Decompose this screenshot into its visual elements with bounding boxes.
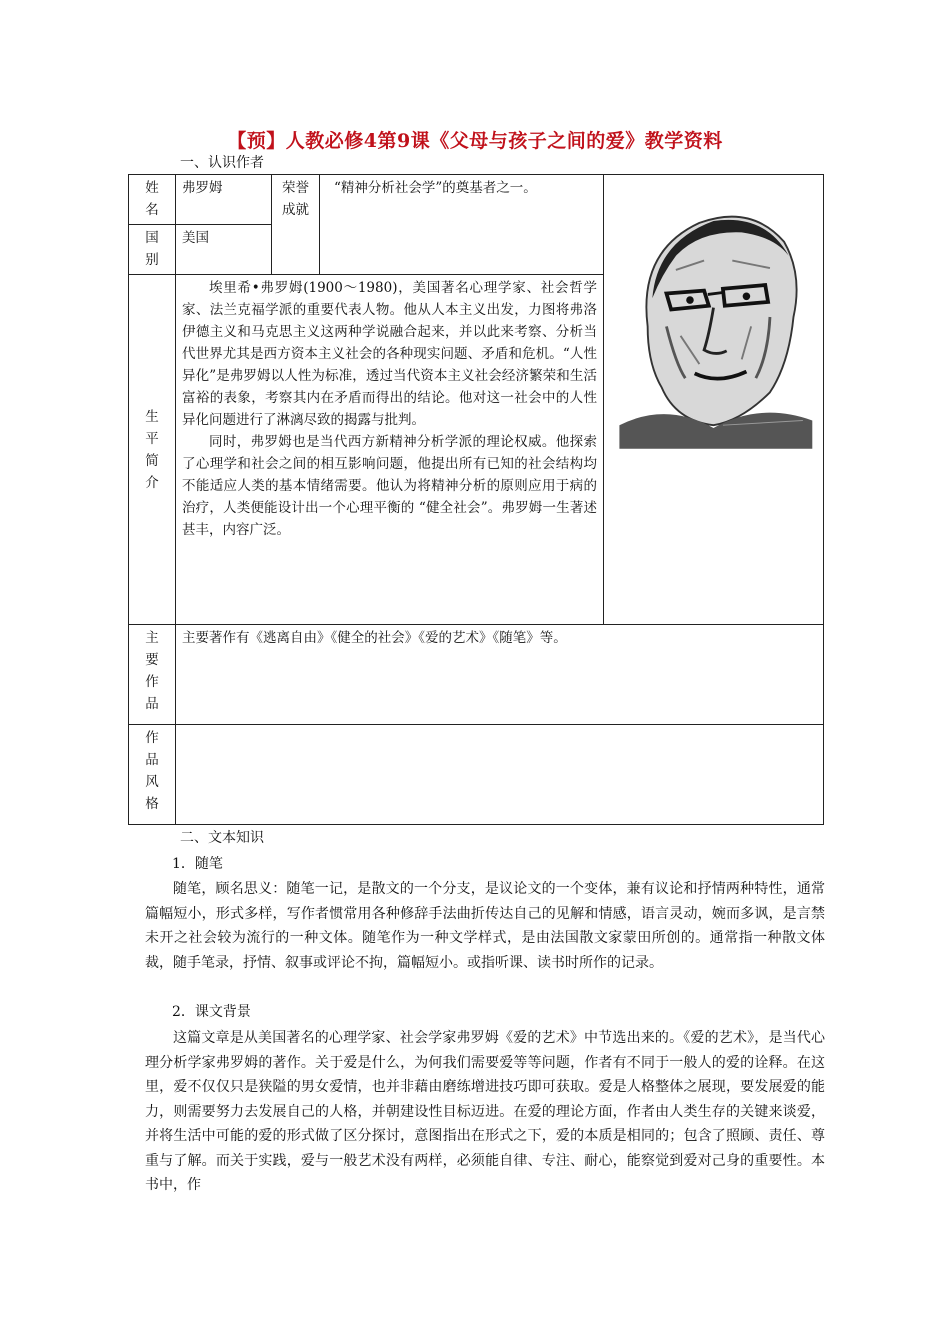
style-label: 作 品 风 格	[129, 725, 176, 825]
section-heading-text-knowledge: 二、文本知识	[180, 830, 264, 846]
essay-paragraph: 随笔，顾名思义：随笔一记，是散文的一个分支，是议论文的一个变体，兼有议论和抒情两种特性，通常篇幅短小，形式多样，写作者惯常用各种修辞手法曲折传达自己的见解和情感，语言灵动，婉而多讽，是言禁未开之社会较为流行的一种文体。随笔作为一种文学样式，是由法国散文家蒙田所创的。通常指一种散文体裁，随手笔录，抒情、叙事或评论不拘，篇幅短小。或指听课、读书时所作的记录。	[145, 881, 825, 971]
biography-text	[176, 275, 604, 625]
country-value: 美国	[176, 225, 272, 275]
section-heading-author: 一、认识作者	[180, 155, 264, 171]
biography-paragraph: 埃里希•弗罗姆(1900～1980)，美国著名心理学家、社会哲学家、法兰克福学派的重要代表人物。他从人本主义出发，力图将弗洛伊德主义和马克思主义这两种学说融合起来，并以此来考察、分析当代世界尤其是西方资本主义社会的各种现实问题、矛盾和危机。“人性异化”是弗罗姆以人性为标准，透过当代资本主义社会经济繁荣和生活富裕的表象，考察其内在矛盾而得出的结论。他对这一社会中的人性异化问题进行了淋漓尽致的揭露与批判。	[182, 280, 597, 428]
honor-value: “精神分析社会学”的奠基者之一。	[320, 175, 604, 275]
works-label: 主 要 作 品	[129, 625, 176, 725]
country-label: 国 别	[129, 225, 176, 275]
document-title: 【预】人教必修4第9课《父母与孩子之间的爱》教学资料	[227, 130, 723, 152]
subheading-background: 2．课文背景	[172, 1004, 251, 1020]
background-paragraph: 这篇文章是从美国著名的心理学家、社会学家弗罗姆《爱的艺术》中节选出来的。《爱的艺术》，是当代心理分析学家弗罗姆的著作。关于爱是什么，为何我们需要爱等等问题，作者有不同于一般人的爱的诠释。在这里，爱不仅仅只是狭隘的男女爱情，也并非藉由磨练增进技巧即可获取。爱是人格整体之展现，要发展爱的能力，则需要努力去发展自己的人格，并朝建设性目标迈进。在爱的理论方面，作者由人类生存的关键来谈爱，并将生活中可能的爱的形式做了区分探讨，意图指出在形式之下，爱的本质是相同的；包含了照顾、责任、尊重与了解。而关于实践，爱与一般艺术没有两样，必须能自律、专注、耐心，能察觉到爱对己身的重要性。本书中，作	[145, 1030, 825, 1193]
author-portrait-cell	[604, 175, 824, 625]
author-portrait	[610, 177, 817, 457]
author-info-table	[128, 174, 824, 825]
biography-label: 生 平 简 介	[129, 275, 176, 625]
biography-paragraph: 同时，弗罗姆也是当代西方新精神分析学派的理论权威。他探索了心理学和社会之间的相互影响问题，他提出所有已知的社会结构均不能适应人类的基本情绪需要。他认为将精神分析的原则应用于病的治疗，人类便能设计出一个心理平衡的 “健全社会”。弗罗姆一生著述甚丰，内容广泛。	[182, 434, 597, 538]
honor-label: 荣誉 成就	[272, 175, 320, 275]
works-value: 主要著作有《逃离自由》《健全的社会》《爱的艺术》《随笔》等。	[176, 625, 824, 725]
name-label: 姓 名	[129, 175, 176, 225]
subheading-essay: 1．随笔	[172, 856, 223, 872]
name-value: 弗罗姆	[176, 175, 272, 225]
style-value	[176, 725, 824, 825]
